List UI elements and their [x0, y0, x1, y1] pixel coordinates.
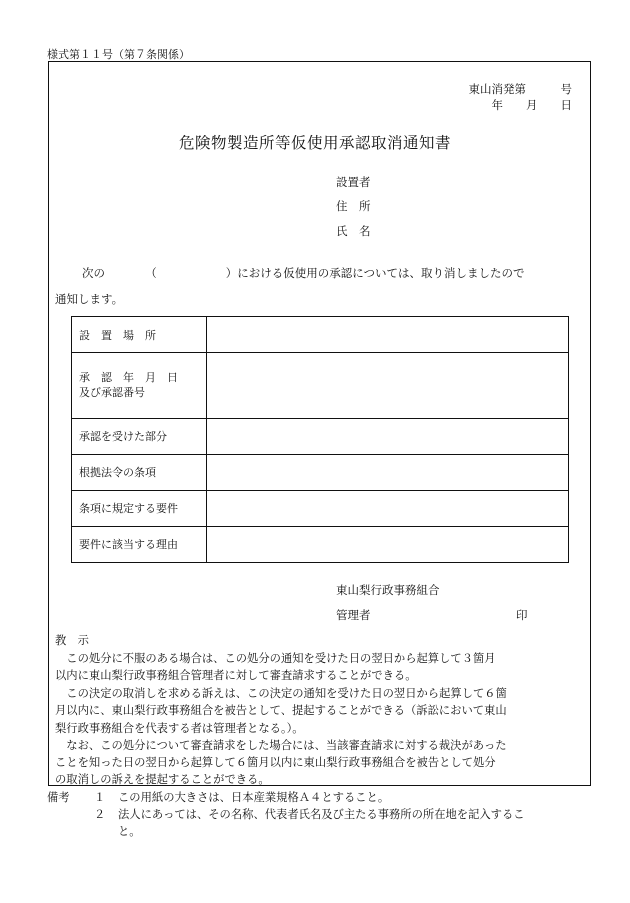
notice-line: の取消しの訴えを提起することができる。	[55, 773, 270, 786]
row-value-approval-date	[207, 353, 569, 419]
manager-label: 管理者	[336, 608, 371, 622]
installer-label: 設置者	[336, 175, 371, 189]
table-row	[72, 418, 569, 454]
row-value-reason	[207, 526, 569, 562]
row-value-approved-part	[207, 418, 569, 454]
row-label-reason: 要件に該当する理由	[72, 526, 207, 562]
issue-date: 年 月 日	[491, 98, 572, 112]
table-row	[72, 454, 569, 490]
name-label: 氏 名	[336, 224, 371, 238]
approval-number-line: 及び承認番号	[79, 386, 145, 400]
approval-date-line: 承 認 年 月 日	[79, 371, 178, 385]
notice-line: 月以内に、東山梨行政事務組合を被告として、提起することができる（訴訟において東山	[55, 704, 507, 717]
row-value-legal-basis	[207, 454, 569, 490]
table-row	[72, 317, 569, 353]
remark-text: この用紙の大きさは、日本産業規格Ａ４とすること。	[118, 791, 390, 804]
organization-name: 東山梨行政事務組合	[336, 583, 440, 597]
row-label-approval-date	[72, 353, 207, 419]
seal-mark: 印	[516, 608, 528, 622]
notice-line: この処分に不服のある場合は、この処分の通知を受けた日の翌日から起算して３箇月	[55, 652, 496, 665]
remark-number: １	[94, 791, 106, 804]
remark-number: ２	[94, 808, 106, 821]
table-row	[72, 353, 569, 419]
details-table	[71, 316, 569, 563]
row-label-legal-basis: 根拠法令の条項	[72, 454, 207, 490]
notice-line: ことを知った日の翌日から起算して６箇月以内に東山梨行政事務組合を被告として処分	[55, 756, 496, 769]
remark-text-continuation: と。	[118, 825, 141, 838]
notice-line: なお、この処分について審査請求をした場合には、当該審査請求に対する裁決があった	[55, 739, 507, 752]
row-label-requirements: 条項に規定する要件	[72, 490, 207, 526]
table-row	[72, 490, 569, 526]
notice-heading: 教 示	[55, 634, 89, 647]
row-value-location	[207, 317, 569, 353]
notice-line: 梨行政事務組合を代表する者は管理者となる。）。	[55, 722, 304, 735]
row-label-approved-part: 承認を受けた部分	[72, 418, 207, 454]
notice-line: 以内に東山梨行政事務組合管理者に対して審査請求することができる。	[55, 669, 417, 682]
body-text-line-2: 通知します。	[55, 292, 124, 306]
form-number-label: 様式第１１号（第７条関係）	[47, 48, 190, 61]
address-label: 住 所	[336, 199, 371, 213]
row-value-requirements	[207, 490, 569, 526]
document-title: 危険物製造所等仮使用承認取消通知書	[178, 134, 451, 152]
table-row	[72, 526, 569, 562]
remarks-heading: 備考	[47, 791, 70, 804]
body-text-line-1: 次の （ ）における仮使用の承認については、取り消しましたので	[82, 266, 525, 280]
remark-text: 法人にあっては、その名称、代表者氏名及び主たる事務所の所在地を記入するこ	[118, 808, 525, 821]
row-label-location: 設 置 場 所	[72, 317, 207, 353]
notice-line: この決定の取消しを求める訴えは、この決定の通知を受けた日の翌日から起算して６箇	[55, 687, 507, 700]
reference-number: 東山消発第 号	[468, 82, 572, 96]
